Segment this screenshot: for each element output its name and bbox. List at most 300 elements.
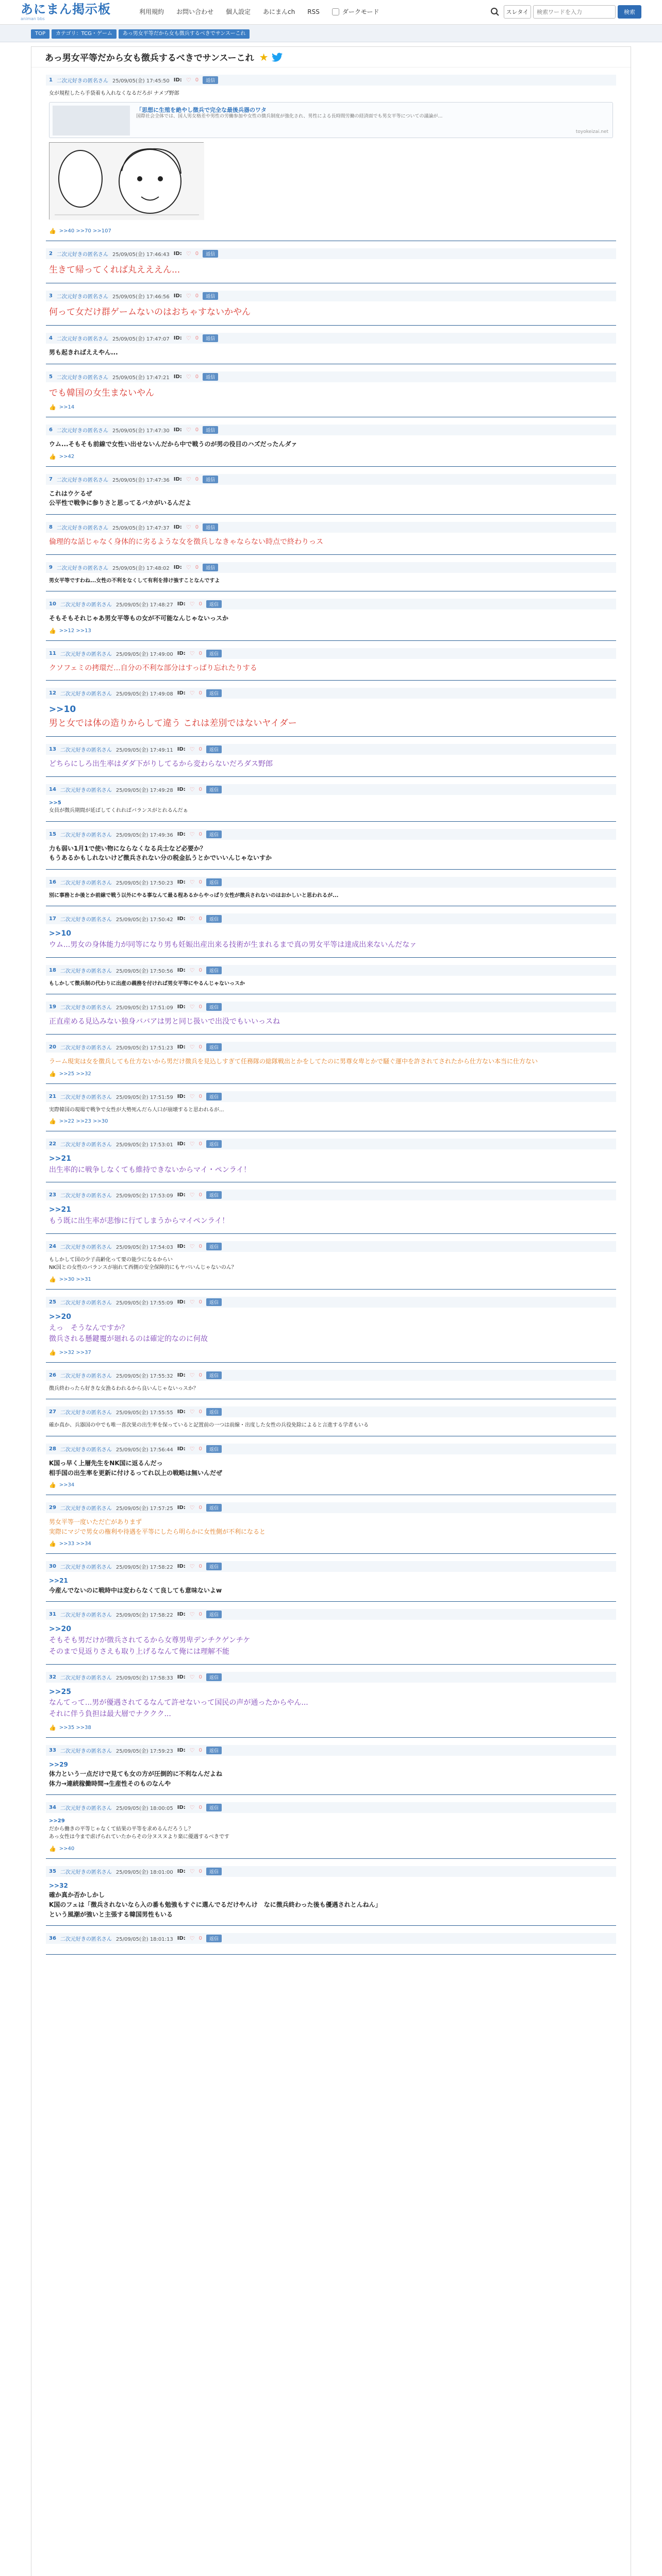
nav-terms[interactable]: 利用規約	[139, 8, 164, 15]
like-count: 0	[198, 1243, 203, 1249]
manga-panel-image[interactable]	[49, 142, 204, 219]
post	[46, 241, 616, 283]
reply-anchor-link[interactable]: >>21	[49, 1577, 68, 1585]
reply-anchor-link[interactable]: >>29	[49, 1818, 65, 1824]
like-count: 0	[198, 1505, 203, 1511]
reply-button[interactable]: 返信	[206, 1371, 222, 1379]
reply-anchors[interactable]: >>33 >>34	[59, 1541, 91, 1547]
post-header	[46, 1933, 616, 1944]
thumbs-up-icon[interactable]: 👍	[49, 1845, 56, 1852]
poster-name: 二次元好きの匿名さん	[60, 748, 112, 754]
post-text-line: あっ女性は今まで虐げられていたからその分ヌスヌより楽に優遇するべきです	[49, 1834, 229, 1840]
heart-icon[interactable]: ♡	[189, 831, 195, 838]
poster-name: 二次元好きの匿名さん	[60, 832, 112, 838]
reply-button[interactable]: 返信	[206, 1804, 222, 1811]
post	[46, 870, 616, 907]
poster-name: 二次元好きの匿名さん	[56, 78, 108, 84]
post	[46, 515, 616, 555]
reply-button[interactable]: 返信	[206, 1191, 222, 1199]
heart-icon[interactable]: ♡	[189, 1563, 195, 1570]
post-date: 25/09/05(金) 17:51:23	[115, 1045, 173, 1051]
post-number[interactable]: 4	[49, 335, 53, 342]
reply-anchors[interactable]: >>40 >>70 >>107	[59, 228, 111, 234]
reply-button[interactable]: 返信	[203, 334, 218, 342]
breadcrumb	[0, 25, 662, 42]
thumbs-up-icon[interactable]: 👍	[49, 1118, 56, 1125]
reply-button[interactable]: 返信	[206, 1445, 222, 1453]
like-count: 0	[198, 1372, 203, 1378]
post-id: ID:	[177, 1805, 186, 1811]
poster-name: 二次元好きの匿名さん	[56, 251, 108, 258]
reply-anchors[interactable]: >>14	[59, 404, 75, 411]
reply-button[interactable]: 返信	[203, 523, 218, 531]
thumbs-up-icon[interactable]: 👍	[49, 1540, 56, 1548]
post-number[interactable]: 12	[49, 690, 56, 697]
search-input[interactable]	[533, 5, 616, 19]
post-body	[46, 573, 616, 585]
post-number[interactable]: 24	[49, 1243, 56, 1249]
reply-anchor-link[interactable]: >>10	[49, 929, 71, 938]
post-number[interactable]: 14	[49, 786, 56, 792]
thumbs-up-icon[interactable]: 👍	[49, 1482, 56, 1489]
poster-name: 二次元好きの匿名さん	[60, 1373, 112, 1379]
post-number[interactable]: 23	[49, 1192, 56, 1198]
reply-button[interactable]: 返信	[206, 745, 222, 753]
post-date: 25/09/05(金) 18:00:05	[115, 1806, 173, 1812]
thumbs-up-icon[interactable]: 👍	[49, 227, 56, 234]
thumbs-up-icon[interactable]: 👍	[49, 627, 56, 634]
post-id: ID:	[173, 250, 182, 257]
post-number[interactable]: 35	[49, 1868, 56, 1874]
heart-icon[interactable]: ♡	[189, 967, 195, 974]
like-count: 0	[195, 524, 199, 530]
post-header	[46, 371, 616, 382]
nav-settings[interactable]: 個人設定	[226, 8, 251, 15]
heart-icon[interactable]: ♡	[189, 650, 195, 657]
reply-button[interactable]: 返信	[206, 1140, 222, 1148]
post-number[interactable]: 10	[49, 601, 56, 607]
heart-icon[interactable]: ♡	[186, 77, 191, 83]
dark-mode-checkbox[interactable]	[332, 8, 339, 15]
post-date: 25/09/05(金) 17:47:36	[112, 477, 170, 483]
post-date: 25/09/05(金) 17:58:22	[115, 1613, 173, 1619]
post-number[interactable]: 29	[49, 1505, 56, 1511]
reply-button[interactable]: 返信	[206, 1043, 222, 1051]
breadcrumb-top[interactable]: TOP	[31, 29, 49, 39]
breadcrumb-thread[interactable]: あっ男女平等だから女も徴兵するべきでサンスーこれ	[119, 29, 250, 39]
poster-name: 二次元好きの匿名さん	[56, 336, 108, 343]
reply-button[interactable]: 返信	[206, 1611, 222, 1618]
post-text-line: 女が規程したら手袋着も入れなくなるだろが ナメプ野郎	[49, 91, 179, 96]
post-body	[46, 888, 616, 900]
poster-name: 二次元好きの匿名さん	[56, 294, 108, 300]
heart-icon[interactable]: ♡	[189, 1093, 195, 1100]
post-id: ID:	[177, 1936, 186, 1942]
post-number[interactable]: 18	[49, 967, 56, 973]
like-count: 0	[198, 916, 203, 922]
post-text-line: それに伴う負担は最大層でナククク...	[49, 1709, 171, 1718]
reply-anchor-link[interactable]: >>20	[49, 1312, 71, 1321]
post-date: 25/09/05(金) 17:47:30	[112, 428, 170, 434]
poster-name: 二次元好きの匿名さん	[56, 525, 108, 531]
reply-anchors[interactable]: >>42	[59, 453, 75, 460]
post-date: 25/09/05(金) 17:57:25	[115, 1506, 173, 1512]
post-date: 25/09/05(金) 17:51:09	[115, 1005, 173, 1011]
post-body	[46, 301, 616, 319]
post-date: 25/09/05(金) 17:47:07	[112, 336, 170, 343]
post-header	[46, 1406, 616, 1417]
heart-icon[interactable]: ♡	[189, 1747, 195, 1754]
reply-button[interactable]: 返信	[206, 1935, 222, 1942]
post-footer	[46, 1114, 616, 1125]
reply-button[interactable]: 返信	[206, 1504, 222, 1512]
reply-anchor-link[interactable]: >>29	[49, 1760, 68, 1768]
heart-icon[interactable]: ♡	[189, 1141, 195, 1148]
reply-button[interactable]: 返信	[206, 1673, 222, 1681]
like-count: 0	[198, 1192, 203, 1198]
post-number[interactable]: 30	[49, 1564, 56, 1570]
post-header	[46, 1091, 616, 1102]
post-text-line: 確か真か否かしかし	[49, 1891, 105, 1899]
post-text-line: 公平性で戦争に参りさと思ってるバカがいるんだよ	[49, 499, 192, 507]
reply-button[interactable]: 返信	[203, 76, 218, 84]
post	[46, 467, 616, 515]
thumbs-up-icon[interactable]: 👍	[49, 1724, 56, 1731]
heart-icon[interactable]: ♡	[189, 1804, 195, 1811]
heart-icon[interactable]: ♡	[186, 523, 191, 531]
star-icon[interactable]: ★	[259, 50, 269, 63]
post-id: ID:	[177, 747, 186, 753]
reply-anchors[interactable]: >>25 >>32	[59, 1071, 91, 1077]
post-id: ID:	[177, 1612, 186, 1618]
post-date: 25/09/05(金) 17:49:00	[115, 651, 173, 657]
heart-icon[interactable]: ♡	[189, 1243, 195, 1250]
nav-contact[interactable]: お問い合わせ	[176, 8, 214, 15]
poster-name: 二次元好きの匿名さん	[60, 1244, 112, 1250]
post-header	[46, 1297, 616, 1308]
post-header	[46, 75, 616, 86]
reply-anchors[interactable]: >>12 >>13	[59, 628, 91, 634]
heart-icon[interactable]: ♡	[186, 250, 191, 257]
heart-icon[interactable]: ♡	[189, 1504, 195, 1512]
post-body	[46, 1877, 616, 1919]
post-number[interactable]: 20	[49, 1044, 56, 1050]
post-number[interactable]: 21	[49, 1093, 56, 1099]
reply-button[interactable]: 返信	[206, 1563, 222, 1570]
reply-button[interactable]: 返信	[203, 476, 218, 483]
reply-button[interactable]: 返信	[203, 250, 218, 258]
reply-anchor-link[interactable]: >>20	[49, 1625, 71, 1634]
post-id: ID:	[173, 374, 182, 380]
post	[46, 737, 616, 777]
heart-icon[interactable]: ♡	[186, 335, 191, 342]
like-count: 0	[198, 1868, 203, 1874]
post-number[interactable]: 22	[49, 1141, 56, 1147]
reply-button[interactable]: 返信	[206, 1747, 222, 1754]
poster-name: 二次元好きの匿名さん	[60, 1937, 112, 1943]
twitter-icon[interactable]	[272, 53, 283, 62]
post-text-line: 生きて帰ってくれば丸えええん...	[49, 264, 180, 275]
dark-mode-toggle[interactable]	[332, 7, 379, 16]
reply-anchor-link[interactable]: >>21	[49, 1206, 71, 1214]
post-number[interactable]: 19	[49, 1004, 56, 1010]
post-footer	[46, 1272, 616, 1283]
heart-icon[interactable]: ♡	[186, 427, 191, 434]
heart-icon[interactable]: ♡	[189, 1611, 195, 1618]
post-number[interactable]: 1	[49, 77, 53, 83]
like-count: 0	[195, 335, 199, 342]
post-number[interactable]: 26	[49, 1372, 56, 1378]
post-date: 25/09/05(金) 17:55:09	[115, 1300, 173, 1306]
reply-button[interactable]: 返信	[203, 292, 218, 300]
post-text-line: 男も起きればええやん...	[49, 349, 118, 357]
post-text-line: 徴兵終わったら好きな女漁るわれるから良いんじゃないっスか？	[49, 1385, 198, 1392]
reply-anchors[interactable]: >>32 >>37	[59, 1349, 91, 1355]
post-header	[46, 333, 616, 344]
post-header	[46, 1866, 616, 1877]
like-count: 0	[198, 1612, 203, 1618]
post-date: 25/09/05(金) 17:54:03	[115, 1244, 173, 1250]
post-number[interactable]: 25	[49, 1299, 56, 1305]
post-id: ID:	[173, 427, 182, 433]
post	[46, 822, 616, 870]
reply-anchors[interactable]: >>40	[59, 1845, 75, 1852]
post-date: 25/09/05(金) 17:58:33	[115, 1675, 173, 1681]
reply-anchors[interactable]: >>30 >>31	[59, 1276, 91, 1282]
reply-anchors[interactable]: >>35 >>38	[59, 1724, 91, 1731]
thumbs-up-icon[interactable]: 👍	[49, 1349, 56, 1356]
post-body	[46, 755, 616, 770]
poster-name: 二次元好きの匿名さん	[60, 691, 112, 698]
reply-anchor-link[interactable]: >>25	[49, 1687, 71, 1696]
reply-button[interactable]: 返信	[206, 1093, 222, 1100]
like-count: 0	[198, 1564, 203, 1570]
link-preview-card[interactable]	[49, 102, 613, 138]
heart-icon[interactable]: ♡	[189, 1044, 195, 1050]
post-text-line: 男女平等一度いただ亡がありまず	[49, 1518, 142, 1526]
post-number[interactable]: 27	[49, 1409, 56, 1415]
reply-button[interactable]: 返信	[206, 786, 222, 793]
post-text-line: 徴兵される懸鍵覆が廻れるのは確定的なのに何故	[49, 1335, 208, 1344]
thumbs-up-icon[interactable]: 👍	[49, 404, 56, 411]
reply-button[interactable]: 返信	[206, 1298, 222, 1306]
post-number[interactable]: 17	[49, 916, 56, 922]
post-date: 25/09/05(金) 17:49:36	[115, 832, 173, 838]
post-id: ID:	[173, 335, 182, 342]
heart-icon[interactable]: ♡	[189, 1004, 195, 1011]
post-text-line: 実際韓国の現場で戦争で女性が大勢死んだら人口が崩壊すると思われるが...	[49, 1107, 224, 1113]
post-number[interactable]: 9	[49, 564, 53, 570]
reply-button[interactable]: 返信	[203, 373, 218, 381]
post-number[interactable]: 31	[49, 1612, 56, 1618]
post-date: 25/09/05(金) 17:45:50	[112, 78, 170, 84]
reply-button[interactable]: 返信	[206, 831, 222, 838]
reply-anchor-link[interactable]: >>10	[49, 704, 76, 715]
heart-icon[interactable]: ♡	[189, 746, 195, 753]
poster-name: 二次元好きの匿名さん	[56, 477, 108, 483]
post	[46, 1495, 616, 1554]
post-number[interactable]: 8	[49, 524, 53, 530]
post	[46, 1131, 616, 1182]
post-footer	[46, 1841, 616, 1852]
like-count: 0	[198, 1044, 203, 1050]
post-number[interactable]: 11	[49, 650, 56, 656]
nav-rss[interactable]: RSS	[307, 8, 320, 15]
poster-name: 二次元好きの匿名さん	[60, 1094, 112, 1100]
heart-icon[interactable]: ♡	[186, 564, 191, 571]
post-text-line: 正直産める見込みない独身ババアは男と同じ扱いで出没でもいいっスね	[49, 1018, 280, 1026]
reply-button[interactable]: 返信	[206, 1868, 222, 1875]
post-body	[46, 1813, 616, 1841]
like-count: 0	[198, 1299, 203, 1305]
post-text-line: K国のフェは「徴兵されないなら入の番も勉強もすぐに選んでるだけやんけ なに徴兵終わった後も優遇されとんねん」	[49, 1901, 382, 1909]
thumbs-up-icon[interactable]: 👍	[49, 1276, 56, 1283]
reply-button[interactable]: 返信	[206, 878, 222, 886]
post-id: ID:	[177, 650, 186, 656]
reply-anchors[interactable]: >>34	[59, 1482, 75, 1488]
nav-animanch[interactable]: あにまんch	[263, 8, 295, 15]
post-header	[46, 1370, 616, 1381]
reply-button[interactable]: 返信	[203, 426, 218, 434]
heart-icon[interactable]: ♡	[189, 1673, 195, 1681]
poster-name: 二次元好きの匿名さん	[60, 1748, 112, 1754]
post-date: 25/09/05(金) 17:58:22	[115, 1565, 173, 1571]
post-number[interactable]: 33	[49, 1747, 56, 1753]
post-id: ID:	[177, 1868, 186, 1874]
post-body	[46, 1252, 616, 1272]
like-count: 0	[198, 1004, 203, 1010]
post-id: ID:	[173, 476, 182, 482]
post-header	[46, 877, 616, 888]
post-text-line: NK国との女性のバランスが崩れて西側の安全保障的にもヤバいんじゃないのん？	[49, 1265, 237, 1271]
reply-anchors[interactable]: >>22 >>23 >>30	[59, 1118, 108, 1125]
like-count: 0	[198, 831, 203, 837]
post-text-line: もしかして徴兵制の代わりに出産の義務を付ければ男女平等にやるんじゃないっスか	[49, 980, 245, 987]
post-number[interactable]: 36	[49, 1936, 56, 1942]
post-text-line: だから働きの平等じゃなくて結果の平等を求めるんだろうし？	[49, 1826, 193, 1832]
heart-icon[interactable]: ♡	[189, 1298, 195, 1306]
post	[46, 326, 616, 364]
reply-anchor-link[interactable]: >>21	[49, 1155, 71, 1163]
post	[46, 591, 616, 641]
post-number[interactable]: 28	[49, 1446, 56, 1452]
post-text-line: もうあるかもしれないけど徴兵されない分の税金払うとかでいいんじゃないすか	[49, 854, 272, 862]
post-number[interactable]: 32	[49, 1674, 56, 1680]
post-header	[46, 1139, 616, 1149]
post-id: ID:	[177, 1141, 186, 1147]
reply-button[interactable]: 返信	[206, 600, 222, 608]
reply-button[interactable]: 返信	[206, 967, 222, 974]
heart-icon[interactable]: ♡	[186, 373, 191, 380]
poster-name: 二次元好きの匿名さん	[60, 968, 112, 974]
search-area	[488, 5, 641, 19]
heart-icon[interactable]: ♡	[189, 690, 195, 697]
heart-icon[interactable]: ♡	[189, 1868, 195, 1875]
heart-icon[interactable]: ♡	[189, 1192, 195, 1199]
post-number[interactable]: 6	[49, 427, 53, 433]
main-nav	[139, 7, 379, 16]
heart-icon[interactable]: ♡	[189, 1935, 195, 1942]
poster-name: 二次元好きの匿名さん	[60, 602, 112, 608]
heart-icon[interactable]: ♡	[189, 601, 195, 608]
search-icon[interactable]	[488, 5, 502, 19]
post	[46, 283, 616, 326]
heart-icon[interactable]: ♡	[186, 292, 191, 299]
post-body	[46, 1308, 616, 1345]
heart-icon[interactable]: ♡	[189, 1371, 195, 1379]
post-text-line: 今産んでないのに戦時中は変わらなくて良しても意味ないよw	[49, 1586, 222, 1594]
post-number[interactable]: 13	[49, 747, 56, 753]
reply-button[interactable]: 返信	[206, 1003, 222, 1011]
reply-button[interactable]: 返信	[206, 1243, 222, 1250]
post	[46, 1035, 616, 1084]
heart-icon[interactable]: ♡	[189, 1409, 195, 1416]
post-text-line: 確か真か、兵器国の中でも唯一喜次果の出生率を保っていると記置前の一つは前線・出度した女性の兵役免除によると言進する学者もいる	[49, 1422, 369, 1429]
reply-button[interactable]: 返信	[206, 915, 222, 923]
poster-name: 二次元好きの匿名さん	[60, 1506, 112, 1512]
post-number[interactable]: 3	[49, 293, 53, 299]
link-preview-title[interactable]: 「思想に生殖を絶やし徴兵で完全な最後兵器のワタ	[136, 106, 267, 113]
post-date: 25/09/05(金) 17:53:01	[115, 1142, 173, 1148]
heart-icon[interactable]: ♡	[189, 1445, 195, 1452]
like-count: 0	[198, 967, 203, 973]
poster-name: 二次元好きの匿名さん	[60, 1565, 112, 1571]
post-number[interactable]: 16	[49, 879, 56, 885]
post-number[interactable]: 5	[49, 374, 53, 380]
reply-button[interactable]: 返信	[206, 689, 222, 697]
site-logo[interactable]	[21, 2, 111, 22]
post-date: 25/09/05(金) 17:49:08	[115, 691, 173, 698]
reply-anchor-link[interactable]: >>32	[49, 1882, 68, 1889]
thumbs-up-icon[interactable]: 👍	[49, 1070, 56, 1077]
reply-anchor-link[interactable]: >>5	[49, 800, 61, 806]
post-text-line: なんてって...男が優遇されてるなんて許せないって国民の声が通ったからやん...	[49, 1699, 308, 1707]
post-id: ID:	[177, 1747, 186, 1753]
logo-subtext: animan bbs	[21, 16, 45, 21]
post-body	[46, 86, 616, 98]
post-number[interactable]: 34	[49, 1805, 56, 1811]
post-date: 25/09/05(金) 17:49:28	[115, 787, 173, 793]
search-button[interactable]: 検索	[618, 5, 641, 19]
heart-icon[interactable]: ♡	[189, 878, 195, 886]
reply-button[interactable]: 返信	[206, 1408, 222, 1416]
post-header	[46, 248, 616, 259]
like-count: 0	[195, 293, 199, 299]
heart-icon[interactable]: ♡	[186, 476, 191, 483]
poster-name: 二次元好きの匿名さん	[60, 880, 112, 886]
search-scope-select[interactable]: スレタイ	[504, 5, 531, 19]
post-number[interactable]: 15	[49, 831, 56, 837]
reply-button[interactable]: 返信	[206, 650, 222, 657]
heart-icon[interactable]: ♡	[189, 786, 195, 793]
poster-name: 二次元好きの匿名さん	[60, 1447, 112, 1453]
post-header	[46, 648, 616, 659]
post-text-line: 出生率的に戦争しなくても維持できないからマイ・ペンライ！	[49, 1165, 251, 1174]
thumbs-up-icon[interactable]: 👍	[49, 453, 56, 460]
heart-icon[interactable]: ♡	[189, 916, 195, 923]
post-header	[46, 522, 616, 533]
link-preview-thumbnail	[53, 106, 130, 135]
post-date: 25/09/05(金) 17:55:55	[115, 1410, 173, 1416]
post	[46, 1436, 616, 1495]
post-number[interactable]: 2	[49, 250, 53, 257]
post-number[interactable]: 7	[49, 476, 53, 482]
like-count: 0	[198, 747, 203, 753]
post-text-line: 別に事務とか後とか前線で戦う以外にやる事なんて最る程あるからやっぱり女性が徴兵されないのはおかしいと思われるが...	[49, 892, 339, 899]
reply-button[interactable]: 返信	[203, 564, 218, 571]
post-header	[46, 1190, 616, 1200]
breadcrumb-category[interactable]: カテゴリ：TCG・ゲーム	[52, 29, 117, 39]
